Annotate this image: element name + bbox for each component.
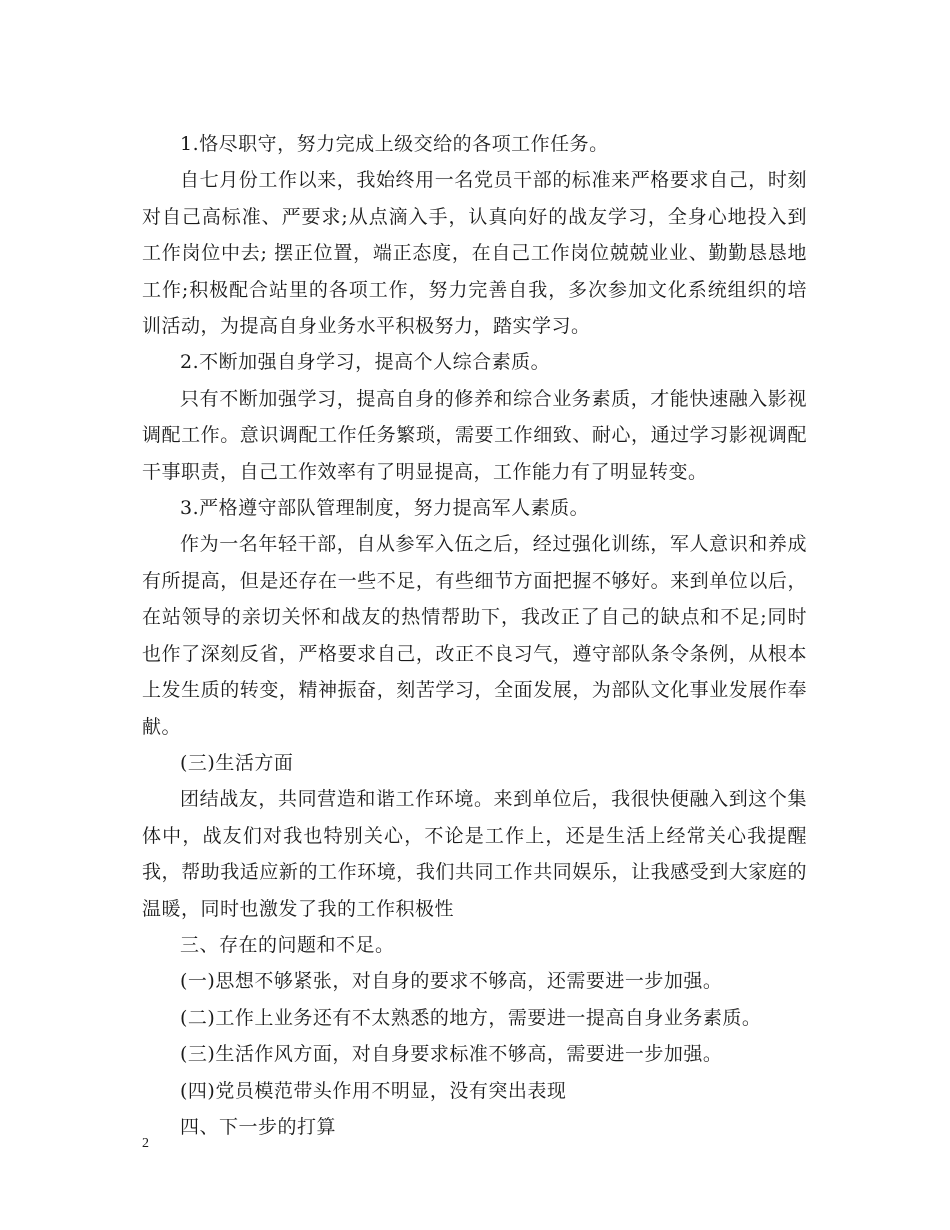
document-body (142, 126, 807, 1145)
problem-item-3: (三)生活作风方面，对自身要求标准不够高，需要进一步加强。 (180, 1043, 723, 1066)
heading-next-steps: 四、下一步的打算 (180, 1115, 337, 1138)
problem-item-2: (二)工作上业务还有不太熟悉的地方，需要进一提高自身业务素质。 (180, 1006, 762, 1029)
problem-item-4: (四)党员模范带头作用不明显，没有突出表现 (180, 1079, 567, 1102)
page-number: 2 (142, 1136, 149, 1151)
heading-study: 2.不断加强自身学习，提高个人综合素质。 (180, 351, 551, 374)
heading-life: (三)生活方面 (180, 751, 294, 774)
paragraph-duty: 自七月份工作以来，我始终用一名党员干部的标准来严格要求自己，时刻对自己高标准、严要求;从点滴入手，认真向好的战友学习，全身心地投入到工作岗位中去; 摆正位置，端正态度，在自己工作岗位兢兢业业、勤勤恳恳地工作;积极配合站里的各项工作，努力完善自我，多次参加文化系统组织的培训活动，为提高自身业务水平积极努力，踏实学习。 (142, 169, 807, 338)
heading-discipline: 3.严格遵守部队管理制度，努力提高军人素质。 (180, 497, 590, 520)
paragraph-study: 只有不断加强学习，提高自身的修养和综合业务素质，才能快速融入影视调配工作。意识调配工作任务繁琐，需要工作细致、耐心，通过学习影视调配干事职责，自己工作效率有了明显提高，工作能力有了明显转变。 (142, 387, 807, 483)
paragraph-life: 团结战友，共同营造和谐工作环境。来到单位后，我很快便融入到这个集体中，战友们对我也特别关心，不论是工作上，还是生活上经常关心我提醒我，帮助我适应新的工作环境，我们共同工作共同娱乐，让我感受到大家庭的温暖，同时也激发了我的工作积极性 (142, 788, 807, 920)
heading-duty: 1.恪尽职守，努力完成上级交给的各项工作任务。 (180, 133, 609, 155)
paragraph-discipline: 作为一名年轻干部，自从参军入伍之后，经过强化训练，军人意识和养成有所提高，但是还存在一些不足，有些细节方面把握不够好。来到单位以后，在站领导的亲切关怀和战友的热情帮助下，我改正了自己的缺点和不足;同时也作了深刻反省，严格要求自己，改正不良习气，遵守部队条令条例，从根本上发生质的转变，精神振奋，刻苦学习，全面发展，为部队文化事业发展作奉献。 (142, 533, 807, 738)
problem-item-1: (一)思想不够紧张，对自身的要求不够高，还需要进一步加强。 (180, 970, 723, 993)
heading-problems: 三、存在的问题和不足。 (180, 933, 395, 956)
